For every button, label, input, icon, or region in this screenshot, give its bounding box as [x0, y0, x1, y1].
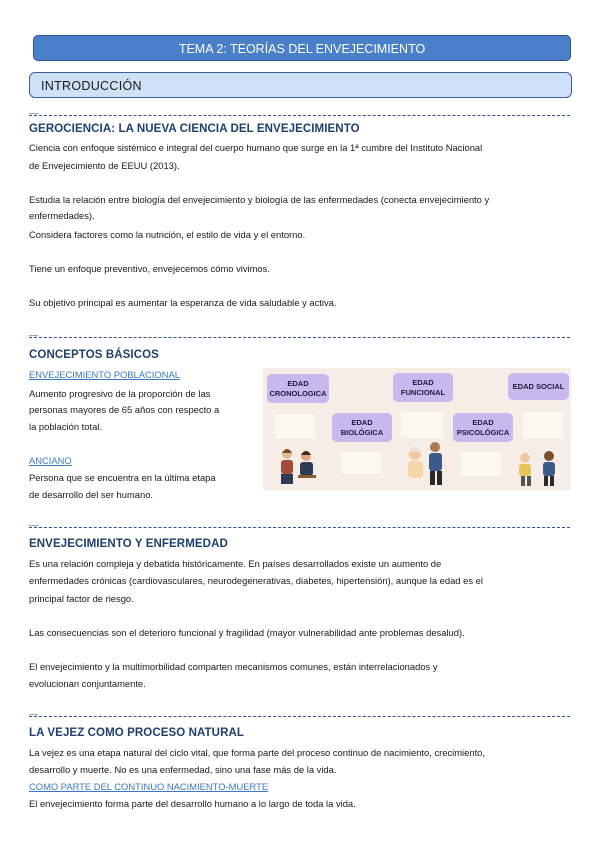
paragraph: evolucionan conjuntamente.	[29, 678, 146, 689]
definition: la población total.	[29, 421, 102, 432]
section-divider: —	[29, 527, 570, 528]
definition: de desarrollo del ser humano.	[29, 489, 154, 500]
heading-vejez-proceso-natural: LA VEJEZ COMO PROCESO NATURAL	[29, 727, 245, 739]
definition: personas mayores de 65 años con respecto a	[29, 404, 220, 415]
paragraph: Tiene un enfoque preventivo, envejecemos cómo vivimos.	[29, 263, 270, 274]
link-anciano[interactable]: ANCIANO	[29, 455, 72, 466]
elderly-helper-illustration	[513, 448, 563, 488]
note-card	[523, 412, 563, 438]
paragraph: El envejecimiento forma parte del desarrollo humano a lo largo de toda la vida.	[29, 798, 356, 809]
note-card	[461, 452, 501, 476]
paragraph: de Envejecimiento de EEUU (2013).	[29, 160, 180, 171]
paragraph: El envejecimiento y la multimorbilidad comparten mecanismos comunes, están interrelacionados y	[29, 661, 438, 672]
elderly-family-illustration	[403, 438, 449, 488]
paragraph: principal factor de riesgo.	[29, 593, 134, 604]
paragraph: La vejez es una etapa natural del ciclo vital, que forma parte del proceso continuo de nacimiento, crecimiento,	[29, 747, 485, 758]
page-title: TEMA 2: TEORÍAS DEL ENVEJECIMIENTO	[33, 35, 571, 61]
heading-gerociencia: GEROCIENCIA: LA NUEVA CIENCIA DEL ENVEJECIMIENTO	[29, 123, 360, 135]
paragraph: Las consecuencias son el deterioro funcional y fragilidad (mayor vulnerabilidad ante problemas desalud).	[29, 627, 465, 638]
paragraph: desarrollo y muerte. No es una enfermedad, sino una fase más de la vida.	[29, 764, 337, 775]
tag-edad-psicologica: EDAD PSICOLÓGICA	[453, 413, 513, 442]
tag-edad-biologica: EDAD BIOLÓGICA	[332, 413, 392, 442]
paragraph: Ciencia con enfoque sistémico e integral del cuerpo humano que surge en la 1ª cumbre del Instituto Nacional	[29, 142, 483, 153]
paragraph: enfermedades).	[29, 210, 95, 221]
paragraph: Su objetivo principal es aumentar la esperanza de vida saludable y activa.	[29, 297, 337, 308]
link-continuo-nacimiento-muerte[interactable]: COMO PARTE DEL CONTINUO NACIMIENTO-MUERTE	[29, 781, 269, 792]
note-card	[275, 414, 315, 438]
paragraph: enfermedades crónicas (cardiovasculares, neurodegenerativas, diabetes, hipertensión), aunque la edad es el	[29, 575, 483, 586]
tag-edad-funcional: EDAD FUNCIONAL	[393, 373, 453, 402]
ages-infographic	[263, 368, 571, 490]
paragraph: Estudia la relación entre biología del envejecimiento y biología de las enfermedades (conecta envejecimiento y	[29, 194, 490, 205]
elderly-couple-illustration	[273, 444, 323, 488]
link-envejecimiento-poblacional[interactable]: ENVEJECIMIENTO POBLACIONAL	[29, 369, 180, 380]
note-card	[341, 452, 381, 474]
section-divider: —	[29, 337, 570, 338]
heading-conceptos-basicos: CONCEPTOS BÁSICOS	[29, 349, 159, 361]
paragraph: Es una relación compleja y debatida históricamente. En países desarrollados existe un aumento de	[29, 558, 442, 569]
paragraph: Considera factores como la nutrición, el estilo de vida y el entorno.	[29, 229, 306, 240]
heading-envejecimiento-enfermedad: ENVEJECIMIENTO Y ENFERMEDAD	[29, 538, 228, 550]
tag-edad-social: EDAD SOCIAL	[508, 373, 569, 400]
section-divider: —	[29, 716, 570, 717]
tag-edad-cronologica: EDAD CRONOLOGICA	[267, 374, 329, 403]
section-banner-introduccion: INTRODUCCIÓN	[29, 72, 572, 98]
section-divider: —	[29, 115, 570, 116]
definition: Aumento progresivo de la proporción de las	[29, 388, 211, 399]
note-card	[401, 412, 443, 438]
definition: Persona que se encuentra en la última etapa	[29, 472, 216, 483]
